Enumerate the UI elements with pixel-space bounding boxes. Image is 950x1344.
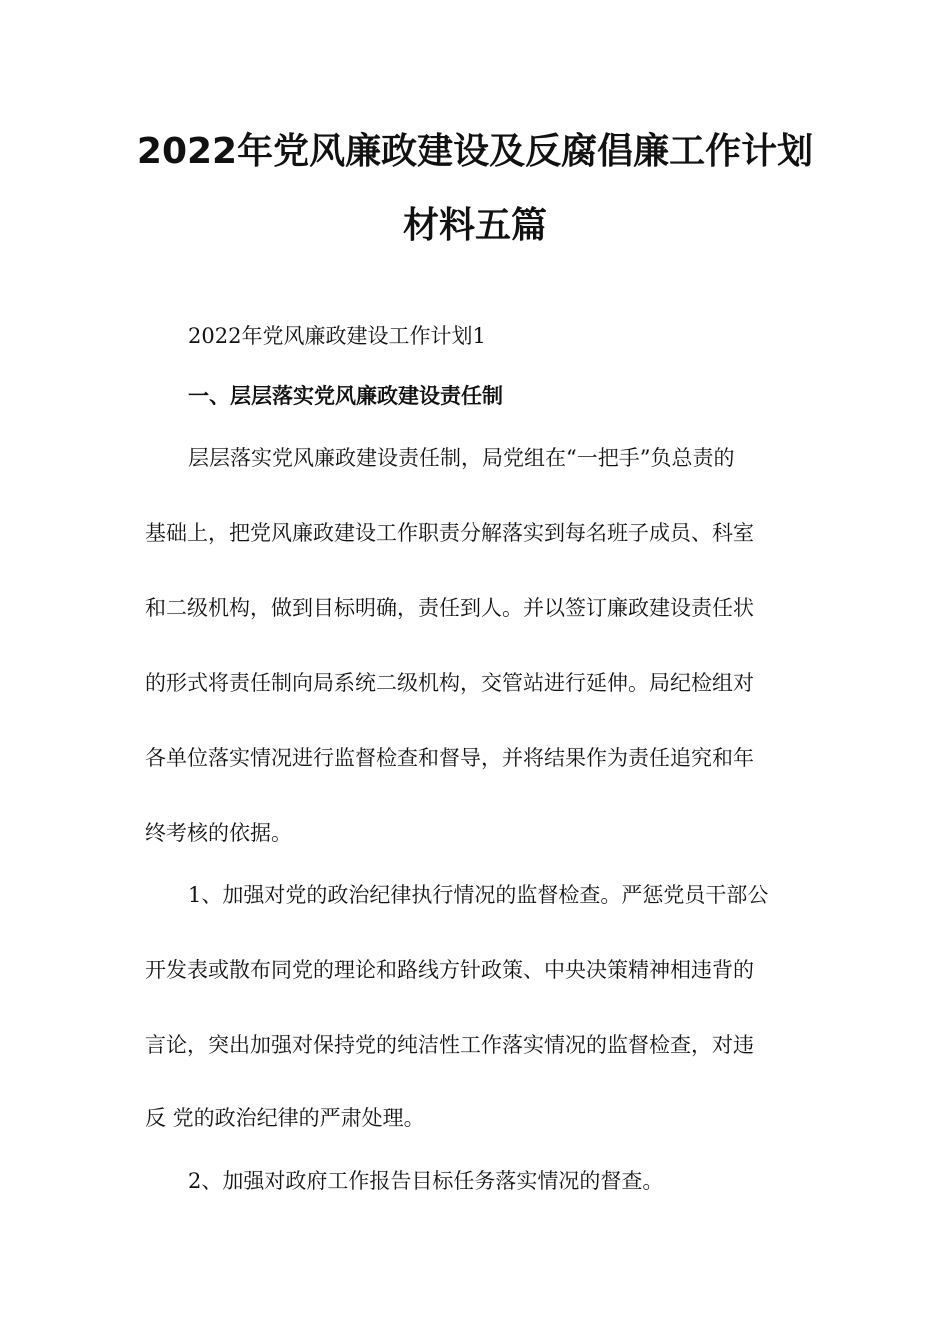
document-title-line-1: 2022年党风廉政建设及反腐倡廉工作计划 bbox=[136, 131, 814, 172]
paragraph-1-line-4: 的形式将责任制向局系统二级机构，交管站进行延伸。局纪检组对 bbox=[145, 671, 754, 695]
document-title-line-2: 材料五篇 bbox=[402, 205, 547, 246]
section-heading: 一、层层落实党风廉政建设责任制 bbox=[188, 384, 503, 408]
paragraph-2-line-3: 言论，突出加强对保持党的纯洁性工作落实情况的监督检查，对违 bbox=[145, 1033, 754, 1057]
paragraph-1-line-1: 层层落实党风廉政建设责任制，局党组在“一把手”负总责的 bbox=[188, 446, 735, 470]
document-subtitle: 2022年党风廉政建设工作计划1 bbox=[188, 324, 486, 348]
paragraph-1-line-6: 终考核的依据。 bbox=[145, 821, 292, 845]
paragraph-2-line-1: 1、加强对党的政治纪律执行情况的监督检查。严惩党员干部公 bbox=[188, 883, 769, 907]
paragraph-1-line-5: 各单位落实情况进行监督检查和督导，并将结果作为责任追究和年 bbox=[145, 746, 754, 770]
paragraph-1-line-2: 基础上，把党风廉政建设工作职责分解落实到每名班子成员、科室 bbox=[145, 521, 754, 545]
paragraph-1-line-3: 和二级机构，做到目标明确，责任到人。并以签订廉政建设责任状 bbox=[145, 596, 754, 620]
paragraph-3-line-1: 2、加强对政府工作报告目标任务落实情况的督查。 bbox=[188, 1169, 664, 1193]
paragraph-2-line-4: 反 党的政治纪律的严肃处理。 bbox=[145, 1106, 425, 1130]
paragraph-2-line-2: 开发表或散布同党的理论和路线方针政策、中央决策精神相违背的 bbox=[145, 958, 754, 982]
